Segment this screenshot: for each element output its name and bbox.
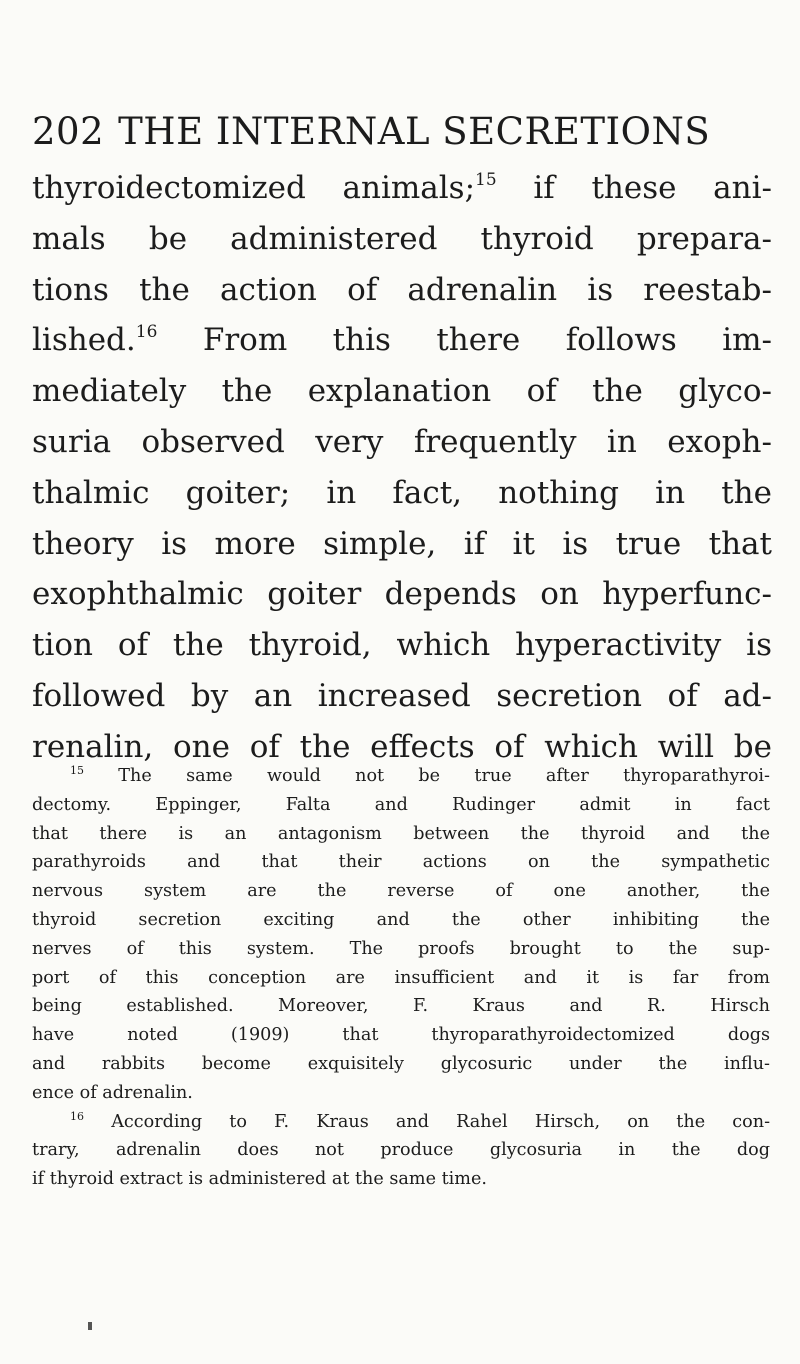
footnote-line: if thyroid extract is administered at the same time.	[32, 1169, 487, 1190]
text-line: renalin, one of the effects of which will be	[32, 728, 772, 765]
text-line: tion of the thyroid, which hyperactivity is	[32, 627, 772, 664]
footnote-line: have noted (1909) that thyroparathyroidectomized dogs	[32, 1025, 770, 1046]
running-header	[32, 110, 710, 153]
footnote-line: port of this conception are insufficient and it is far from	[32, 967, 770, 988]
text-line: exophthalmic goiter depends on hyperfunc-	[32, 576, 772, 613]
footnote-ref-16[interactable]: 16	[135, 322, 158, 343]
running-title: THE INTERNAL SECRETIONS	[118, 110, 711, 153]
footnote-line: parathyroids and that their actions on the sympathetic	[32, 852, 770, 873]
footnote-line: $^{15}$ The same would not be true after thyroparathyroi-	[70, 764, 770, 786]
text-line: lished.$^{16}$ From this there follows im-	[32, 322, 772, 359]
footnote-line: dectomy. Eppinger, Falta and Rudinger admit in fact	[32, 794, 770, 815]
text-line: thalmic goiter; in fact, nothing in the	[32, 474, 772, 511]
footnote-marker: 16	[70, 1109, 84, 1123]
footnote-marker: 15	[70, 764, 84, 777]
main-text	[32, 163, 772, 773]
footnote-line: being established. Moreover, F. Kraus and R. Hirsch	[32, 996, 770, 1017]
text-line: mals be administered thyroid prepara-	[32, 220, 772, 257]
footnote-line: trary, adrenalin does not produce glycosuria in the dog	[32, 1140, 770, 1161]
text-line: mediately the explanation of the glyco-	[32, 373, 772, 410]
footnote-line: ence of adrenalin.	[32, 1082, 193, 1103]
text-line: thyroidectomized animals;$^{15}$ if these ani-	[32, 170, 773, 206]
text-line: followed by an increased secretion of ad-	[32, 677, 772, 714]
footnote-line: $^{16}$ According to F. Kraus and Rahel Hirsch, on the con-	[70, 1109, 771, 1132]
page-number: 202	[32, 110, 105, 153]
printer-mark	[88, 1322, 92, 1330]
footnote-16	[32, 1108, 770, 1194]
footnote-ref-15[interactable]: 15	[475, 170, 497, 190]
footnote-line: nervous system are the reverse of one another, the	[32, 881, 770, 902]
footnote-line: thyroid secretion exciting and the other inhibiting the	[32, 909, 770, 930]
footnote-line: that there is an antagonism between the thyroid and the	[32, 823, 770, 844]
footnote-line: nerves of this system. The proofs brought to the sup-	[32, 938, 770, 959]
footnote-15	[32, 762, 770, 1108]
text-line: tions the action of adrenalin is reestab-	[32, 271, 772, 308]
text-line: theory is more simple, if it is true that	[32, 525, 772, 562]
text-line: suria observed very frequently in exoph-	[32, 423, 772, 460]
footnote-line: and rabbits become exquisitely glycosuric under the influ-	[32, 1053, 770, 1074]
footnotes	[32, 762, 770, 1194]
